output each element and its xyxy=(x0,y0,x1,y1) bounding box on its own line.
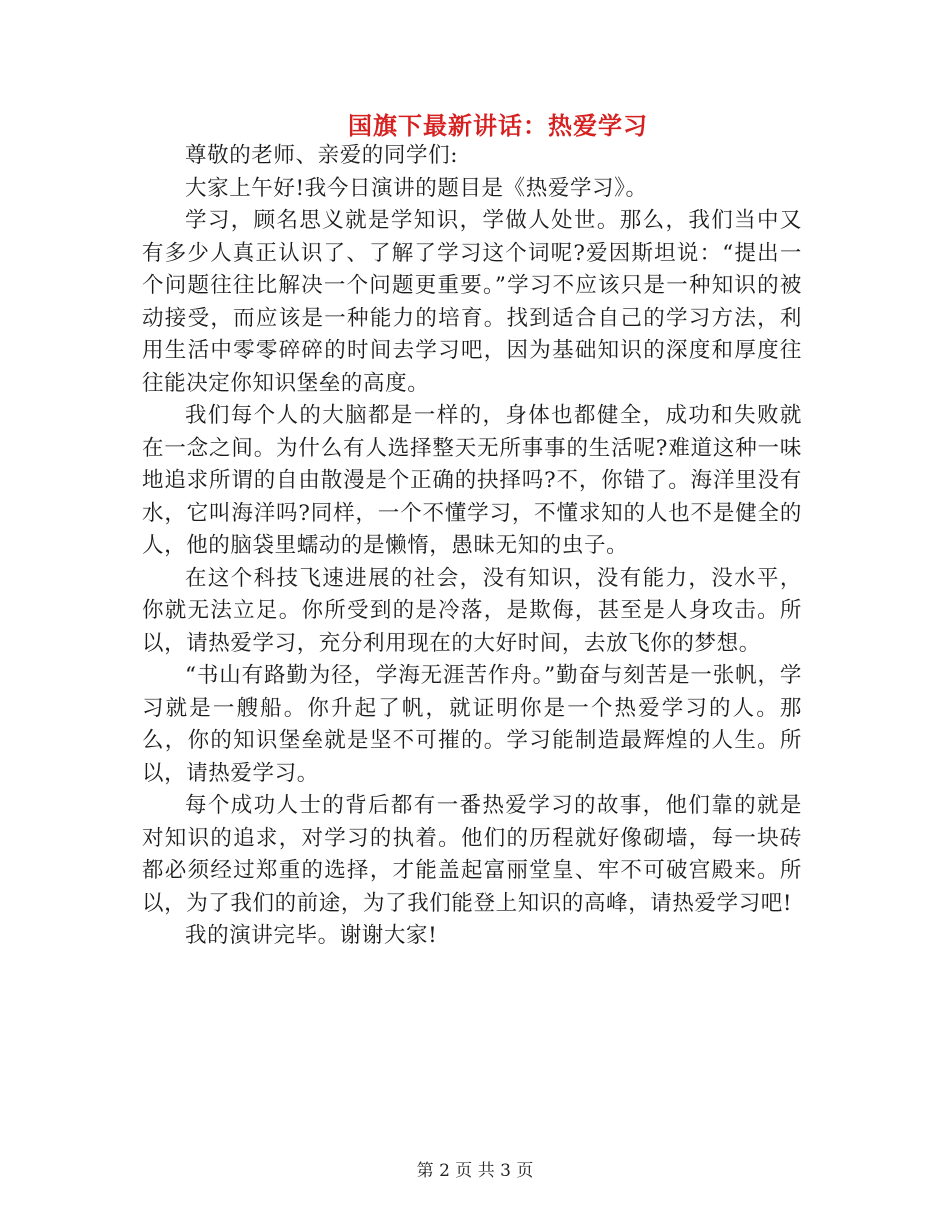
body-paragraph: 学习，顾名思义就是学知识，学做人处世。那么，我们当中又有多少人真正认识了、了解了学习这个词呢?爱因斯坦说：“提出一个问题往往比解决一个问题更重要。”学习不应该只是一种知识的被动接受，而应该是一种能力的培育。找到适合自己的学习方法，利用生活中零零碎碎的时间去学习吧，因为基础知识的深度和厚度往往能决定你知识堡垒的高度。 xyxy=(142,208,802,396)
document-body xyxy=(142,140,802,953)
page-number: 第 2 页 共 3 页 xyxy=(416,1161,534,1181)
document-title: 国旗下最新讲话：热爱学习 xyxy=(348,112,648,140)
salutation-paragraph: 尊敬的老师、亲爱的同学们: xyxy=(185,143,459,168)
closing-paragraph: 我的演讲完毕。谢谢大家! xyxy=(185,923,438,948)
body-paragraph: “书山有路勤为径，学海无涯苦作舟。”勤奋与刻苦是一张帆，学习就是一艘船。你升起了帆，就证明你是一个热爱学习的人。那么，你的知识堡垒就是坚不可摧的。学习能制造最辉煌的人生。所以，请热爱学习。 xyxy=(142,663,802,786)
body-paragraph: 在这个科技飞速进展的社会，没有知识，没有能力，没水平，你就无法立足。你所受到的是冷落，是欺侮，甚至是人身攻击。所以，请热爱学习，充分利用现在的大好时间，去放飞你的梦想。 xyxy=(142,565,802,656)
page-footer xyxy=(0,1156,950,1181)
body-paragraph: 每个成功人士的背后都有一番热爱学习的故事，他们靠的就是对知识的追求，对学习的执着。他们的历程就好像砌墙，每一块砖都必须经过郑重的选择，才能盖起富丽堂皇、牢不可破宫殿来。所以，为了我们的前途，为了我们能登上知识的高峰，请热爱学习吧! xyxy=(142,793,802,916)
greeting-paragraph: 大家上午好!我今日演讲的题目是《热爱学习》。 xyxy=(185,175,648,201)
body-paragraph: 我们每个人的大脑都是一样的，身体也都健全，成功和失败就在一念之间。为什么有人选择整天无所事事的生活呢?难道这种一味地追求所谓的自由散漫是个正确的抉择吗?不，你错了。海洋里没有水，它叫海洋吗?同样，一个不懂学习，不懂求知的人也不是健全的人，他的脑袋里蠕动的是懒惰，愚昧无知的虫子。 xyxy=(142,403,802,558)
